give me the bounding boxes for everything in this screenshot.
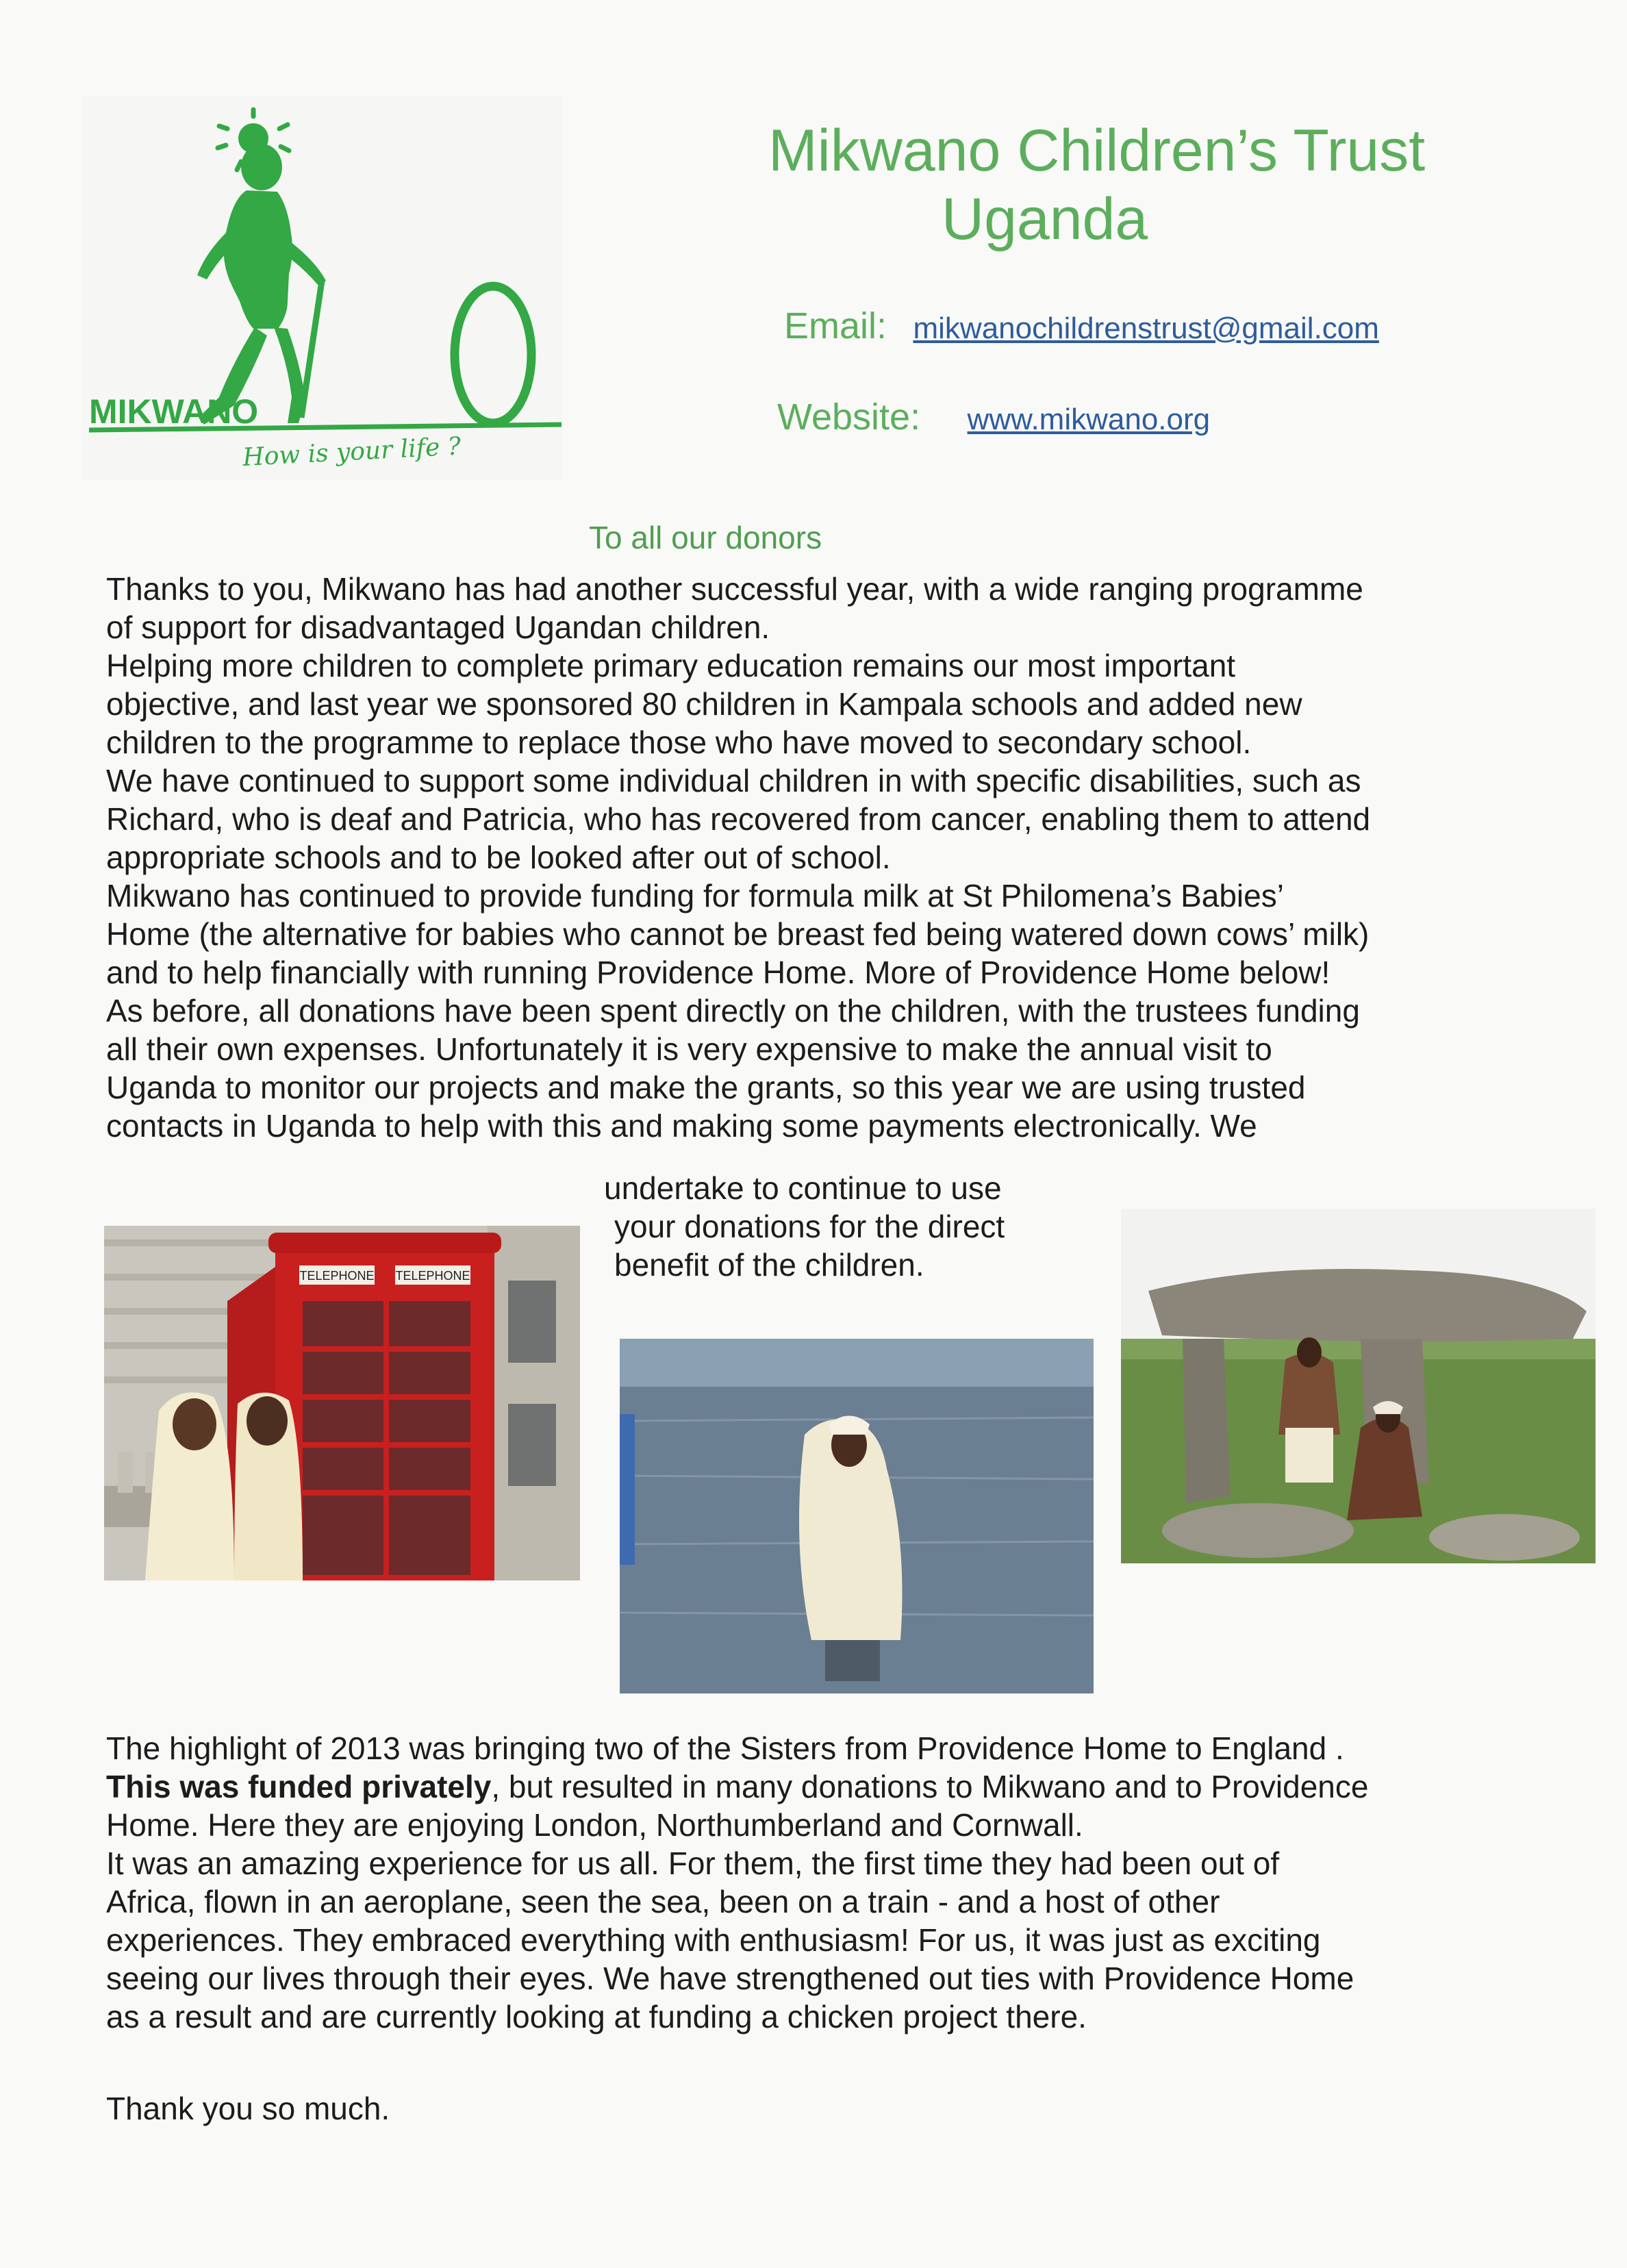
text-line: Home (the alternative for babies who cannot be breast fed being watered down cows’ milk) xyxy=(106,916,1370,952)
text-line: As before, all donations have been spent directly on the children, with the trustees funding xyxy=(106,993,1360,1029)
text-line: Thanks to you, Mikwano has had another successful year, with a wide ranging programme xyxy=(106,571,1363,607)
email-link[interactable]: mikwanochildrenstrust@gmail.com xyxy=(913,312,1379,345)
text-line: Home. Here they are enjoying London, Northumberland and Cornwall. xyxy=(106,1807,1083,1843)
text-line: Richard, who is deaf and Patricia, who has recovered from cancer, enabling them to attend xyxy=(106,801,1371,837)
text-line: benefit of the children. xyxy=(614,1247,924,1283)
page-title xyxy=(753,116,1520,253)
intro-tail xyxy=(604,1169,1083,1284)
title-line-1: Mikwano Children’s Trust xyxy=(768,118,1426,184)
funded-privately-bold: This was funded privately xyxy=(106,1769,492,1804)
text-line: all their own expenses. Unfortunately it is very expensive to make the annual visit to xyxy=(106,1031,1272,1067)
highlight-text xyxy=(106,1729,1544,2036)
text-line: and to help financially with running Providence Home. More of Providence Home below! xyxy=(106,955,1330,990)
mikwano-logo xyxy=(82,96,562,479)
text-line: appropriate schools and to be looked after out of school. xyxy=(106,840,891,875)
text-line: your donations for the direct xyxy=(614,1209,1005,1244)
text-line: Africa, flown in an aeroplane, seen the sea, been on a train - and a host of other xyxy=(106,1884,1220,1919)
photo-london-telephone-box xyxy=(104,1226,580,1580)
text-line xyxy=(106,1767,1544,1806)
text-line: It was an amazing experience for us all. For them, the first time they had been out of xyxy=(106,1845,1280,1881)
text-line: Helping more children to complete primary education remains our most important xyxy=(106,648,1236,683)
text-line: undertake to continue to use xyxy=(604,1170,1002,1206)
photo-seaside xyxy=(620,1339,1094,1693)
logo-tagline: How is your life ? xyxy=(242,432,462,472)
hoop-icon xyxy=(455,286,531,423)
email-label: Email: xyxy=(784,305,887,346)
telephone-sign-left: TELEPHONE xyxy=(299,1269,375,1283)
text-line: children to the programme to replace those who have moved to secondary school. xyxy=(106,724,1252,760)
intro-text xyxy=(106,570,1544,1145)
text-line: We have continued to support some individual children in with specific disabilities, such as xyxy=(106,763,1361,798)
text-span: , but resulted in many donations to Mikwano and to Providence xyxy=(491,1769,1369,1804)
text-line: as a result and are currently looking at funding a chicken project there. xyxy=(106,1999,1087,2034)
text-line: experiences. They embraced everything with enthusiasm! For us, it was just as exciting xyxy=(106,1922,1321,1958)
logo-brand: MIKWANO xyxy=(89,392,259,431)
logo-illustration xyxy=(82,96,562,479)
closing-text: Thank you so much. xyxy=(106,2091,390,2126)
stick xyxy=(301,281,322,418)
text-line: contacts in Uganda to help with this and making some payments electronically. We xyxy=(106,1108,1257,1144)
telephone-sign-right: TELEPHONE xyxy=(395,1269,470,1283)
text-line: of support for disadvantaged Ugandan children. xyxy=(106,609,770,645)
text-line: Mikwano has continued to provide funding for formula milk at St Philomena’s Babies’ xyxy=(106,878,1284,914)
text-line: seeing our lives through their eyes. We have strengthened out ties with Providence Home xyxy=(106,1961,1354,1996)
email-row xyxy=(784,305,1379,347)
website-label: Website: xyxy=(777,396,921,438)
text-line: Uganda to monitor our projects and make the grants, so this year we are using trusted xyxy=(106,1070,1306,1105)
photo-cornwall-stones xyxy=(1121,1209,1596,1563)
website-link[interactable]: www.mikwano.org xyxy=(967,403,1211,436)
salutation: To all our donors xyxy=(589,520,822,555)
text-line: The highlight of 2013 was bringing two of the Sisters from Providence Home to England . xyxy=(106,1730,1344,1766)
website-row xyxy=(777,396,1210,438)
title-line-2: Uganda xyxy=(942,186,1148,252)
text-line: objective, and last year we sponsored 80 children in Kampala schools and added new xyxy=(106,686,1302,722)
